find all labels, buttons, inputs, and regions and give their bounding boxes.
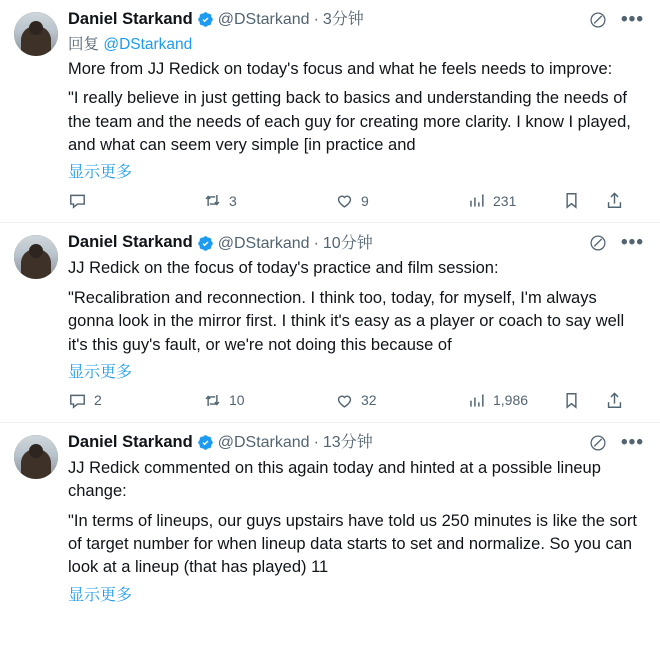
tweet-text-paragraph: More from JJ Redick on today's focus and what he feels needs to improve: bbox=[68, 59, 613, 78]
avatar[interactable] bbox=[14, 435, 58, 479]
tweet-body bbox=[68, 10, 646, 218]
secondary-actions bbox=[562, 191, 628, 210]
verified-badge-icon bbox=[197, 235, 214, 252]
retweet-icon bbox=[203, 391, 222, 410]
timestamp[interactable]: 3分钟 bbox=[322, 11, 364, 29]
tweet-text-paragraph: "I really believe in just getting back to basics and understanding the needs of the team and the needs of each guy for creating more clarity. I know I played, and what can seem very simple [in practice and bbox=[68, 89, 636, 155]
reply-icon bbox=[68, 391, 87, 410]
tweet-body bbox=[68, 433, 646, 605]
like-icon bbox=[335, 391, 354, 410]
grok-action-icon[interactable] bbox=[589, 11, 607, 29]
reply-icon bbox=[68, 191, 87, 210]
author-handle[interactable]: @DStarkand bbox=[217, 434, 310, 452]
retweet-count: 10 bbox=[229, 392, 245, 409]
views-chart-icon bbox=[467, 391, 486, 410]
tweet-text-paragraph: "In terms of lineups, our guys upstairs have told us 250 minutes is like the sort of target number for when lineup data starts to set and normalize. So you can look at a lineup (that has played) 11 bbox=[68, 511, 642, 577]
separator: · bbox=[313, 434, 319, 452]
author-handle[interactable]: @DStarkand bbox=[217, 11, 310, 29]
views-chart-icon bbox=[467, 191, 486, 210]
tweet-header bbox=[68, 433, 646, 453]
tweet-text-paragraph: JJ Redick commented on this again today and hinted at a possible lineup change: bbox=[68, 458, 606, 501]
retweet-icon bbox=[203, 191, 222, 210]
retweet-button[interactable] bbox=[203, 191, 335, 210]
header-actions bbox=[589, 8, 646, 30]
tweet-actions bbox=[68, 391, 628, 410]
separator: · bbox=[313, 11, 319, 29]
replying-to-handle[interactable]: @DStarkand bbox=[103, 35, 193, 53]
header-actions bbox=[589, 431, 646, 453]
replying-to-prefix: 回复 bbox=[68, 35, 100, 53]
tweet-item[interactable] bbox=[0, 0, 660, 223]
show-more-link[interactable]: 显示更多 bbox=[68, 363, 133, 381]
like-count: 9 bbox=[361, 192, 369, 209]
author-handle[interactable]: @DStarkand bbox=[217, 234, 310, 252]
view-count: 1,986 bbox=[493, 392, 529, 409]
share-icon[interactable] bbox=[605, 391, 624, 410]
tweet-text-paragraph: JJ Redick on the focus of today's practice and film session: bbox=[68, 259, 499, 278]
like-icon bbox=[335, 191, 354, 210]
avatar-column bbox=[14, 10, 58, 218]
tweet-header bbox=[68, 10, 646, 30]
bookmark-icon[interactable] bbox=[562, 391, 581, 410]
more-options-icon[interactable]: ••• bbox=[621, 431, 644, 453]
tweet-header bbox=[68, 233, 646, 253]
avatar-head bbox=[29, 444, 43, 458]
replying-to bbox=[68, 32, 646, 54]
share-icon[interactable] bbox=[605, 191, 624, 210]
grok-action-icon[interactable] bbox=[589, 234, 607, 252]
author-name[interactable]: Daniel Starkand bbox=[68, 10, 193, 28]
timestamp[interactable]: 10分钟 bbox=[322, 234, 373, 252]
like-count: 32 bbox=[361, 392, 377, 409]
views-button[interactable] bbox=[467, 391, 562, 410]
view-count: 231 bbox=[493, 192, 517, 209]
verified-badge-icon bbox=[197, 11, 214, 28]
like-button[interactable] bbox=[335, 191, 467, 210]
header-actions bbox=[589, 234, 646, 252]
show-more-link[interactable]: 显示更多 bbox=[68, 164, 133, 182]
author-name[interactable]: Daniel Starkand bbox=[68, 432, 193, 451]
tweet-actions bbox=[68, 191, 628, 210]
tweet-item[interactable] bbox=[0, 223, 660, 422]
author-name[interactable]: Daniel Starkand bbox=[68, 233, 193, 252]
separator: · bbox=[313, 234, 319, 252]
reply-button[interactable] bbox=[68, 391, 203, 410]
more-options-icon[interactable]: ••• bbox=[621, 232, 644, 254]
retweet-button[interactable] bbox=[203, 391, 335, 410]
views-button[interactable] bbox=[467, 191, 562, 210]
more-options-icon[interactable]: ••• bbox=[621, 8, 644, 30]
timestamp[interactable]: 13分钟 bbox=[322, 434, 373, 452]
avatar-head bbox=[29, 244, 43, 258]
grok-action-icon[interactable] bbox=[589, 434, 607, 452]
tweet-body bbox=[68, 233, 646, 417]
avatar-head bbox=[29, 21, 43, 35]
avatar[interactable] bbox=[14, 12, 58, 56]
like-button[interactable] bbox=[335, 391, 467, 410]
secondary-actions bbox=[562, 391, 628, 410]
tweet-item[interactable] bbox=[0, 423, 660, 609]
verified-badge-icon bbox=[197, 434, 214, 451]
bookmark-icon[interactable] bbox=[562, 191, 581, 210]
avatar-column bbox=[14, 433, 58, 605]
retweet-count: 3 bbox=[229, 192, 237, 209]
reply-button[interactable] bbox=[68, 191, 203, 210]
avatar[interactable] bbox=[14, 235, 58, 279]
show-more-link[interactable]: 显示更多 bbox=[68, 586, 133, 604]
avatar-column bbox=[14, 233, 58, 417]
reply-count: 2 bbox=[94, 392, 102, 409]
tweet-text-paragraph: "Recalibration and reconnection. I think too, today, for myself, I'm always gonna look in the mirror first. I think it's easy as a player or coach to say well it's this guy's fault, or we're not doing this because of bbox=[68, 288, 629, 354]
